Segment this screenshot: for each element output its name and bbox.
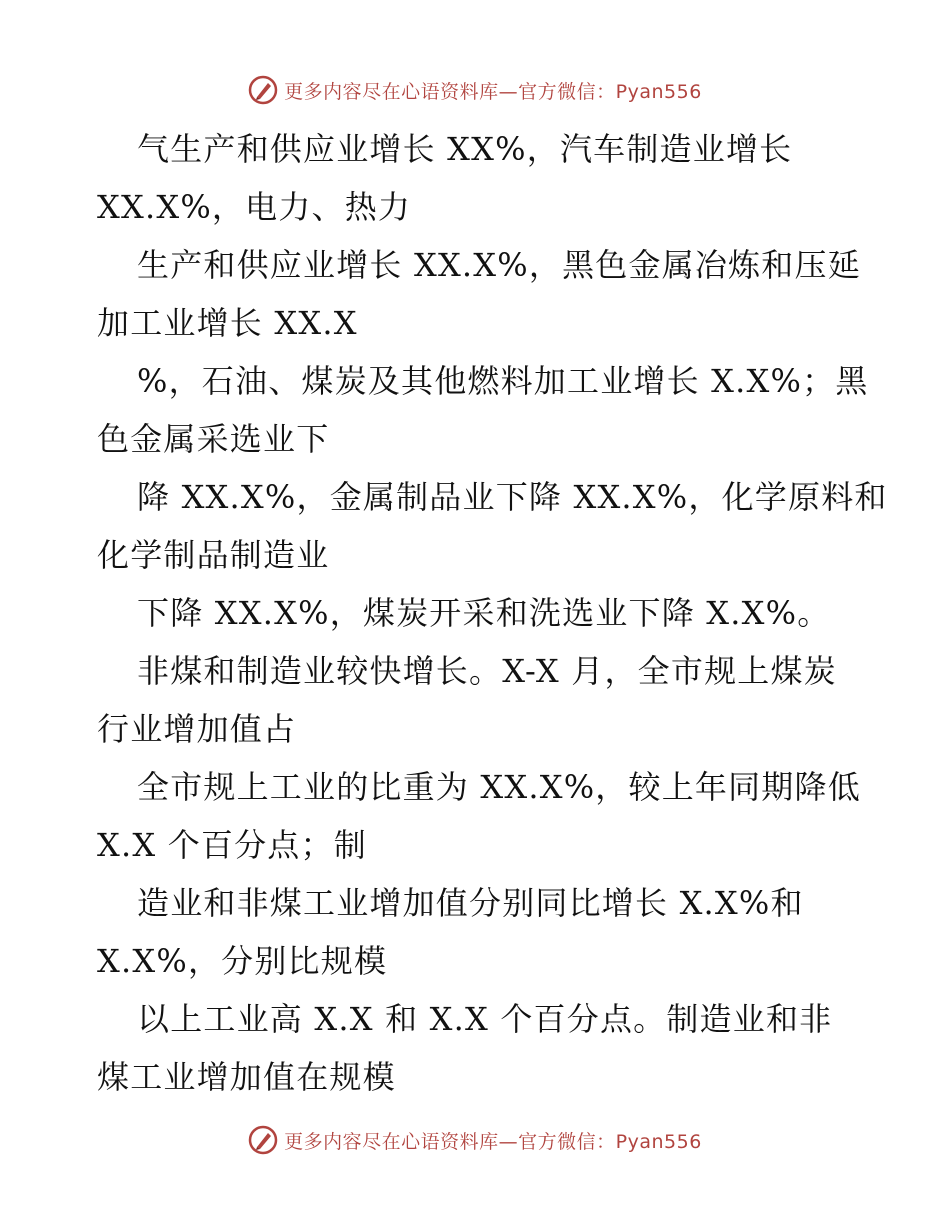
paragraph-line: 化学制品制造业: [97, 536, 330, 574]
paragraph-line: X.X 个百分点；制: [97, 826, 367, 864]
paragraph-line: 下降 XX.X%，煤炭开采和洗选业下降 X.X%。: [137, 594, 831, 632]
paragraph-4: [97, 468, 888, 584]
paragraph-5: [97, 584, 857, 642]
header-watermark-text: 更多内容尽在心语资料库—官方微信：Pyan556: [284, 80, 702, 103]
paragraph-1: [97, 120, 857, 236]
paragraph-line: 生产和供应业增长 XX.X%，黑色金属冶炼和压延: [137, 246, 861, 284]
paragraph-line: 造业和非煤工业增加值分别同比增长 X.X%和: [137, 884, 804, 922]
paragraph-line: X.X%，分别比规模: [97, 942, 388, 980]
paragraph-9: [97, 990, 857, 1106]
paragraph-8: [97, 874, 857, 990]
paragraph-line: 非煤和制造业较快增长。X-X 月，全市规上煤炭: [137, 652, 837, 690]
pen-logo-icon: [248, 1125, 278, 1155]
paragraph-3: [97, 352, 869, 468]
header-watermark-banner: [0, 70, 950, 110]
paragraph-line: %，石油、煤炭及其他燃料加工业增长 X.X%；黑: [137, 362, 869, 400]
paragraph-line: XX.X%，电力、热力: [97, 188, 412, 226]
paragraph-2: [97, 236, 861, 352]
paragraph-line: 行业增加值占: [97, 710, 297, 748]
paragraph-line: 降 XX.X%，金属制品业下降 XX.X%，化学原料和: [137, 478, 888, 516]
paragraph-7: [97, 758, 861, 874]
paragraph-line: 色金属采选业下: [97, 420, 330, 458]
paragraph-line: 加工业增长 XX.X: [97, 304, 358, 342]
paragraph-line: 全市规上工业的比重为 XX.X%，较上年同期降低: [137, 768, 861, 806]
paragraph-line: 气生产和供应业增长 XX%，汽车制造业增长: [137, 130, 793, 168]
footer-watermark-banner: [0, 1120, 950, 1160]
document-body: [97, 120, 888, 1106]
pen-logo-icon: [248, 75, 278, 105]
footer-watermark-text: 更多内容尽在心语资料库—官方微信：Pyan556: [284, 1130, 702, 1153]
paragraph-line: 煤工业增加值在规模: [97, 1058, 396, 1096]
paragraph-6: [97, 642, 857, 758]
paragraph-line: 以上工业高 X.X 和 X.X 个百分点。制造业和非: [137, 1000, 833, 1038]
